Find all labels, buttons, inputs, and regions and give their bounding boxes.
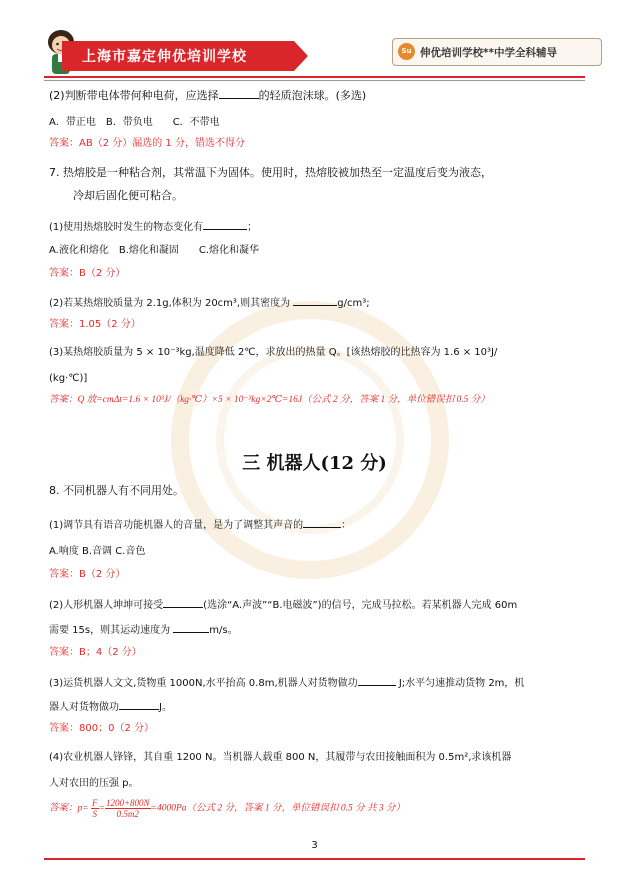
q8-part4-line2: 人对农田的压强 p。 [49,778,139,789]
q8-part2-line1: (2)人形机器人坤坤可接受 (选涂“A.声波”“B.电磁波”)的信号，完成马拉松。若某机器人完成 60m [49,597,517,612]
answer-blank [358,675,396,686]
q8-part1-stem: (1)调节具有语音功能机器人的音量，是为了调整其声音的 ： [49,517,351,532]
q7-part3-line1: (3)某热熔胶质量为 5 × 10⁻³kg,温度降低 2℃，求放出的热量 Q。[该热熔胶的比热容为 1.6 × 10³J/ [49,347,498,358]
q2-part2-options: A．带正电 B．带负电 C．不带电 [49,117,220,128]
q8-part3-line1: (3)运货机器人文文,货物重 1000N,水平抬高 0.8m,机器人对货物做功 J;水平匀速推动货物 2m，机 [49,675,524,690]
header-rule [44,76,585,78]
brand-text: 伸优培训学校**中学全科辅导 [420,47,557,59]
q7-part1-answer: 答案：B（2 分） [49,268,126,279]
q7-part3-line2: (kg·℃)] [49,373,88,384]
answer-blank [173,622,209,633]
q8-stem: 8. 不同机器人有不同用处。 [49,484,184,497]
q7-part1-stem: (1)使用热熔胶时发生的物态变化有 ； [49,219,257,234]
q7-part1-options: A.液化和熔化 B.熔化和凝固 C.熔化和凝华 [49,245,260,256]
q7-part2-stem: (2)若某热熔胶质量为 2.1g,体积为 20cm³,则其密度为 g/cm³; [49,295,370,310]
q7-part2-answer: 答案：1.05（2 分） [49,319,141,330]
q8-part3-answer: 答案：800；0（2 分） [49,723,154,734]
page-header [0,0,629,80]
q7-stem-line1: 7. 热熔胶是一种粘合剂，其常温下为固体。使用时，热熔胶被加热至一定温度后变为液态， [49,166,492,179]
q8-part4-answer: 答案：p= $\frac{F}{S}$ = $\frac{1200+800N}{0.5m2}$ =4000Pa（公式 2 分，答案 1 分，单位错误扣 0.5 分 共 3 分） [49,798,406,819]
q2-part2-answer: 答案：AB（2 分）漏选的 1 分，错选不得分 [49,138,245,149]
q8-part1-answer: 答案：B（2 分） [49,569,126,580]
q8-part1-options: A.响度 B.音调 C.音色 [49,546,146,557]
answer-blank [303,517,341,528]
brand-logo-icon: Su [398,43,415,60]
formula-fraction: $\frac{F}{S}$ [92,798,98,819]
answer-blank [203,219,247,230]
answer-blank [163,597,203,608]
q7-part3-answer: 答案：Q 放=cmΔt=1.6 × 10³J/（kg·℃）×5 × 10⁻³kg×2℃=16J（公式 2 分，答案 1 分，单位错误扣 0.5 分） [49,395,490,405]
q8-part3-line2: 器人对货物做功 J。 [49,699,172,714]
q8-part2-line2: 需要 15s，则其运动速度为 m/s。 [49,622,238,637]
answer-blank [219,88,259,99]
q8-part4-line1: (4)农业机器人锋锋，其自重 1200 N。当机器人载重 800 N，其履带与农田接触面积为 0.5m²,求该机器 [49,752,512,763]
answer-blank [293,295,337,306]
answer-blank [119,699,159,710]
section-title: 三 机器人(12 分) [242,453,387,474]
header-rule-thin [44,80,585,81]
q7-stem-line2: 冷却后固化便可粘合。 [73,189,183,202]
footer-rule [44,858,585,860]
q8-part2-answer: 答案：B；4（2 分） [49,647,142,658]
q2-part2-stem: (2)判断带电体带何种电荷，应选择 的轻质泡沫球。(多选) [49,89,367,102]
page-number: 3 [311,840,318,851]
school-name: 上海市嘉定伸优培训学校 [82,49,247,65]
formula-fraction: $\frac{1200+800N}{0.5m2}$ [105,798,150,819]
